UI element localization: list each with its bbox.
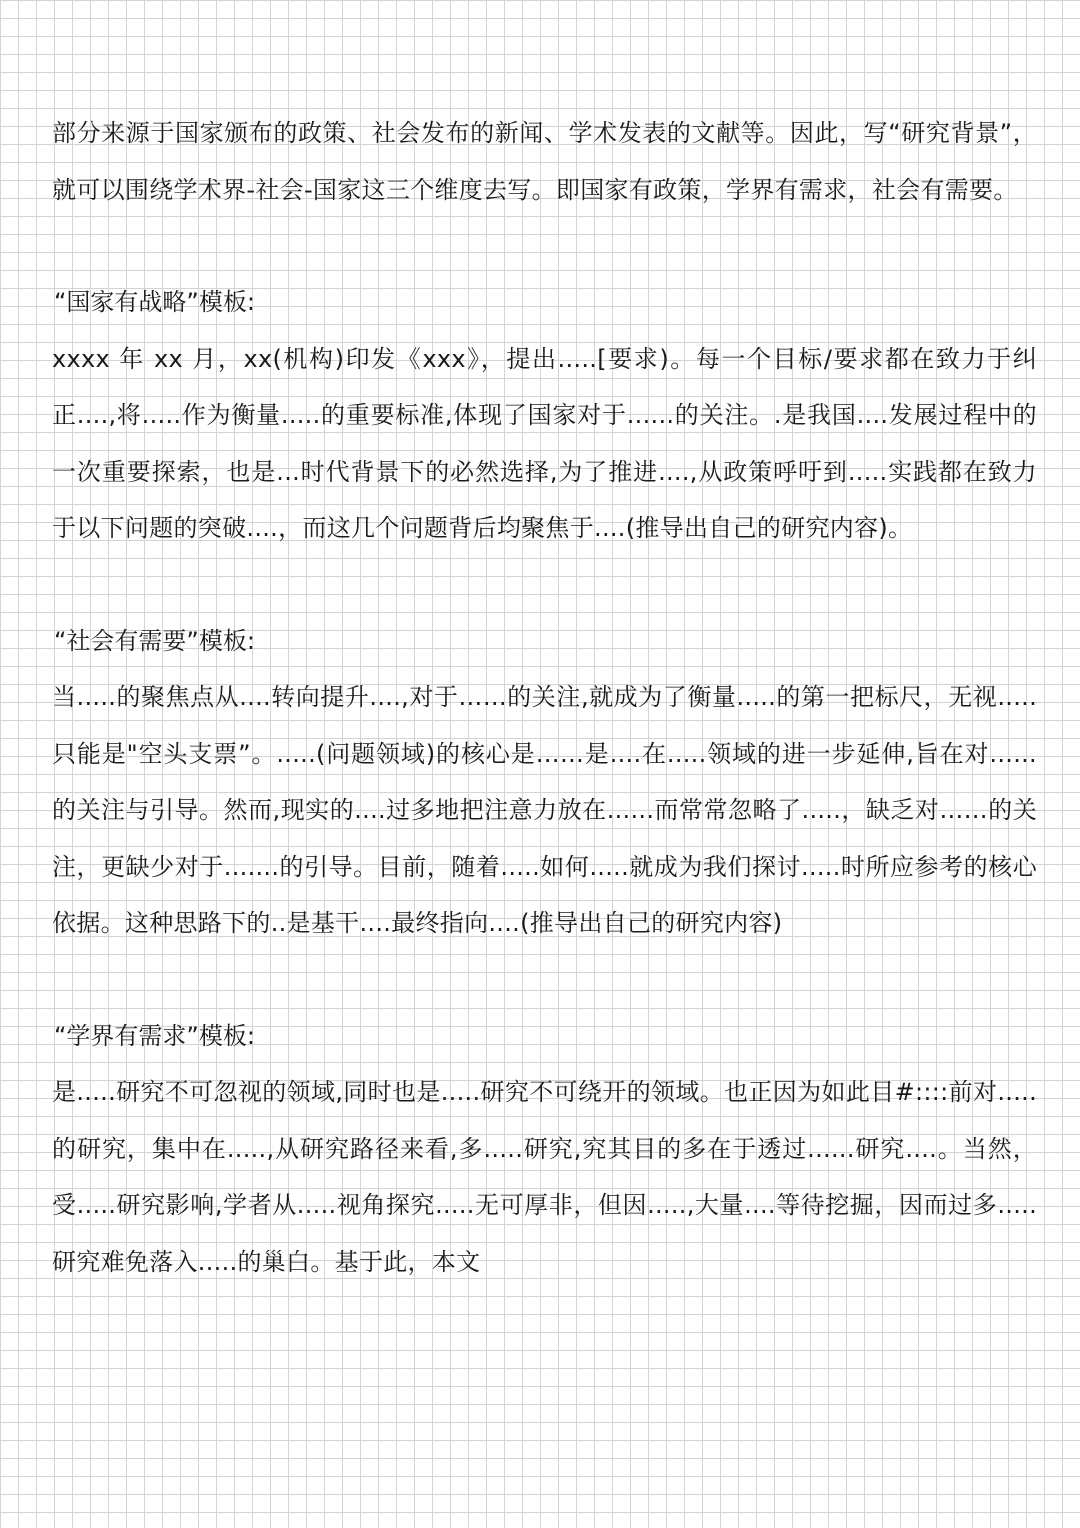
section-heading: “社会有需要”模板:	[54, 626, 255, 655]
section-heading: “学界有需求”模板:	[54, 1021, 255, 1050]
document-page	[52, 105, 1037, 1290]
section-national-strategy	[52, 274, 1037, 557]
section-academic-demand	[52, 1008, 1037, 1291]
section-social-need	[52, 613, 1037, 952]
section-body: xxxx 年 xx 月，xx(机构)印发《xxx》，提出.....[要求)。每一个目标/要求都在致力于纠正....,将.....作为衡量.....的重要标准,体现了国家对于......的关注。.是我国....发展过程中的一次重要探索，也是...时代背景下的必然选择,为了推进....,从政策呼吁到.....实践都在致力于以下问题的突破....，而这几个问题背后均聚焦于....(推导出自己的研究内容)。	[52, 344, 1037, 542]
section-body: 是.....研究不可忽视的领域,同时也是.....研究不可绕开的领域。也正因为如此目#::::前对.....的研究，集中在.....,从研究路径来看,多.....研究,究其目的多在于透过......研究....。当然，受.....研究影响,学者从.....视角探究.....无可厚非，但因.....,大量....等待挖掘，因而过多.....研究难免落入.....的巢白。基于此，本文	[52, 1078, 1037, 1276]
section-heading: “国家有战略”模板:	[54, 288, 255, 316]
section-body: 当.....的聚焦点从....转向提升....,对于……的关注,就成为了衡量.....的第一把标尺，无视.....只能是"空头支票”。.....(问题领域)的核心是……是....在.....领域的进一步延伸,旨在对......的关注与引导。然而,现实的....过多地把注意力放在......而常常忽略了.....，缺乏对……的关注，更缺少对于.......的引导。目前，随着.....如何.....就成为我们探讨.....时所应参考的核心依据。这种思路下的..是基干....最终指向....(推导出自己的研究内容)	[52, 683, 1037, 937]
intro-paragraph: 部分来源于国家颁布的政策、社会发布的新闻、学术发表的文献等。因此，写“研究背景”，就可以围绕学术界-社会-国家这三个维度去写。即国家有政策，学界有需求，社会有需要。	[52, 119, 1037, 204]
